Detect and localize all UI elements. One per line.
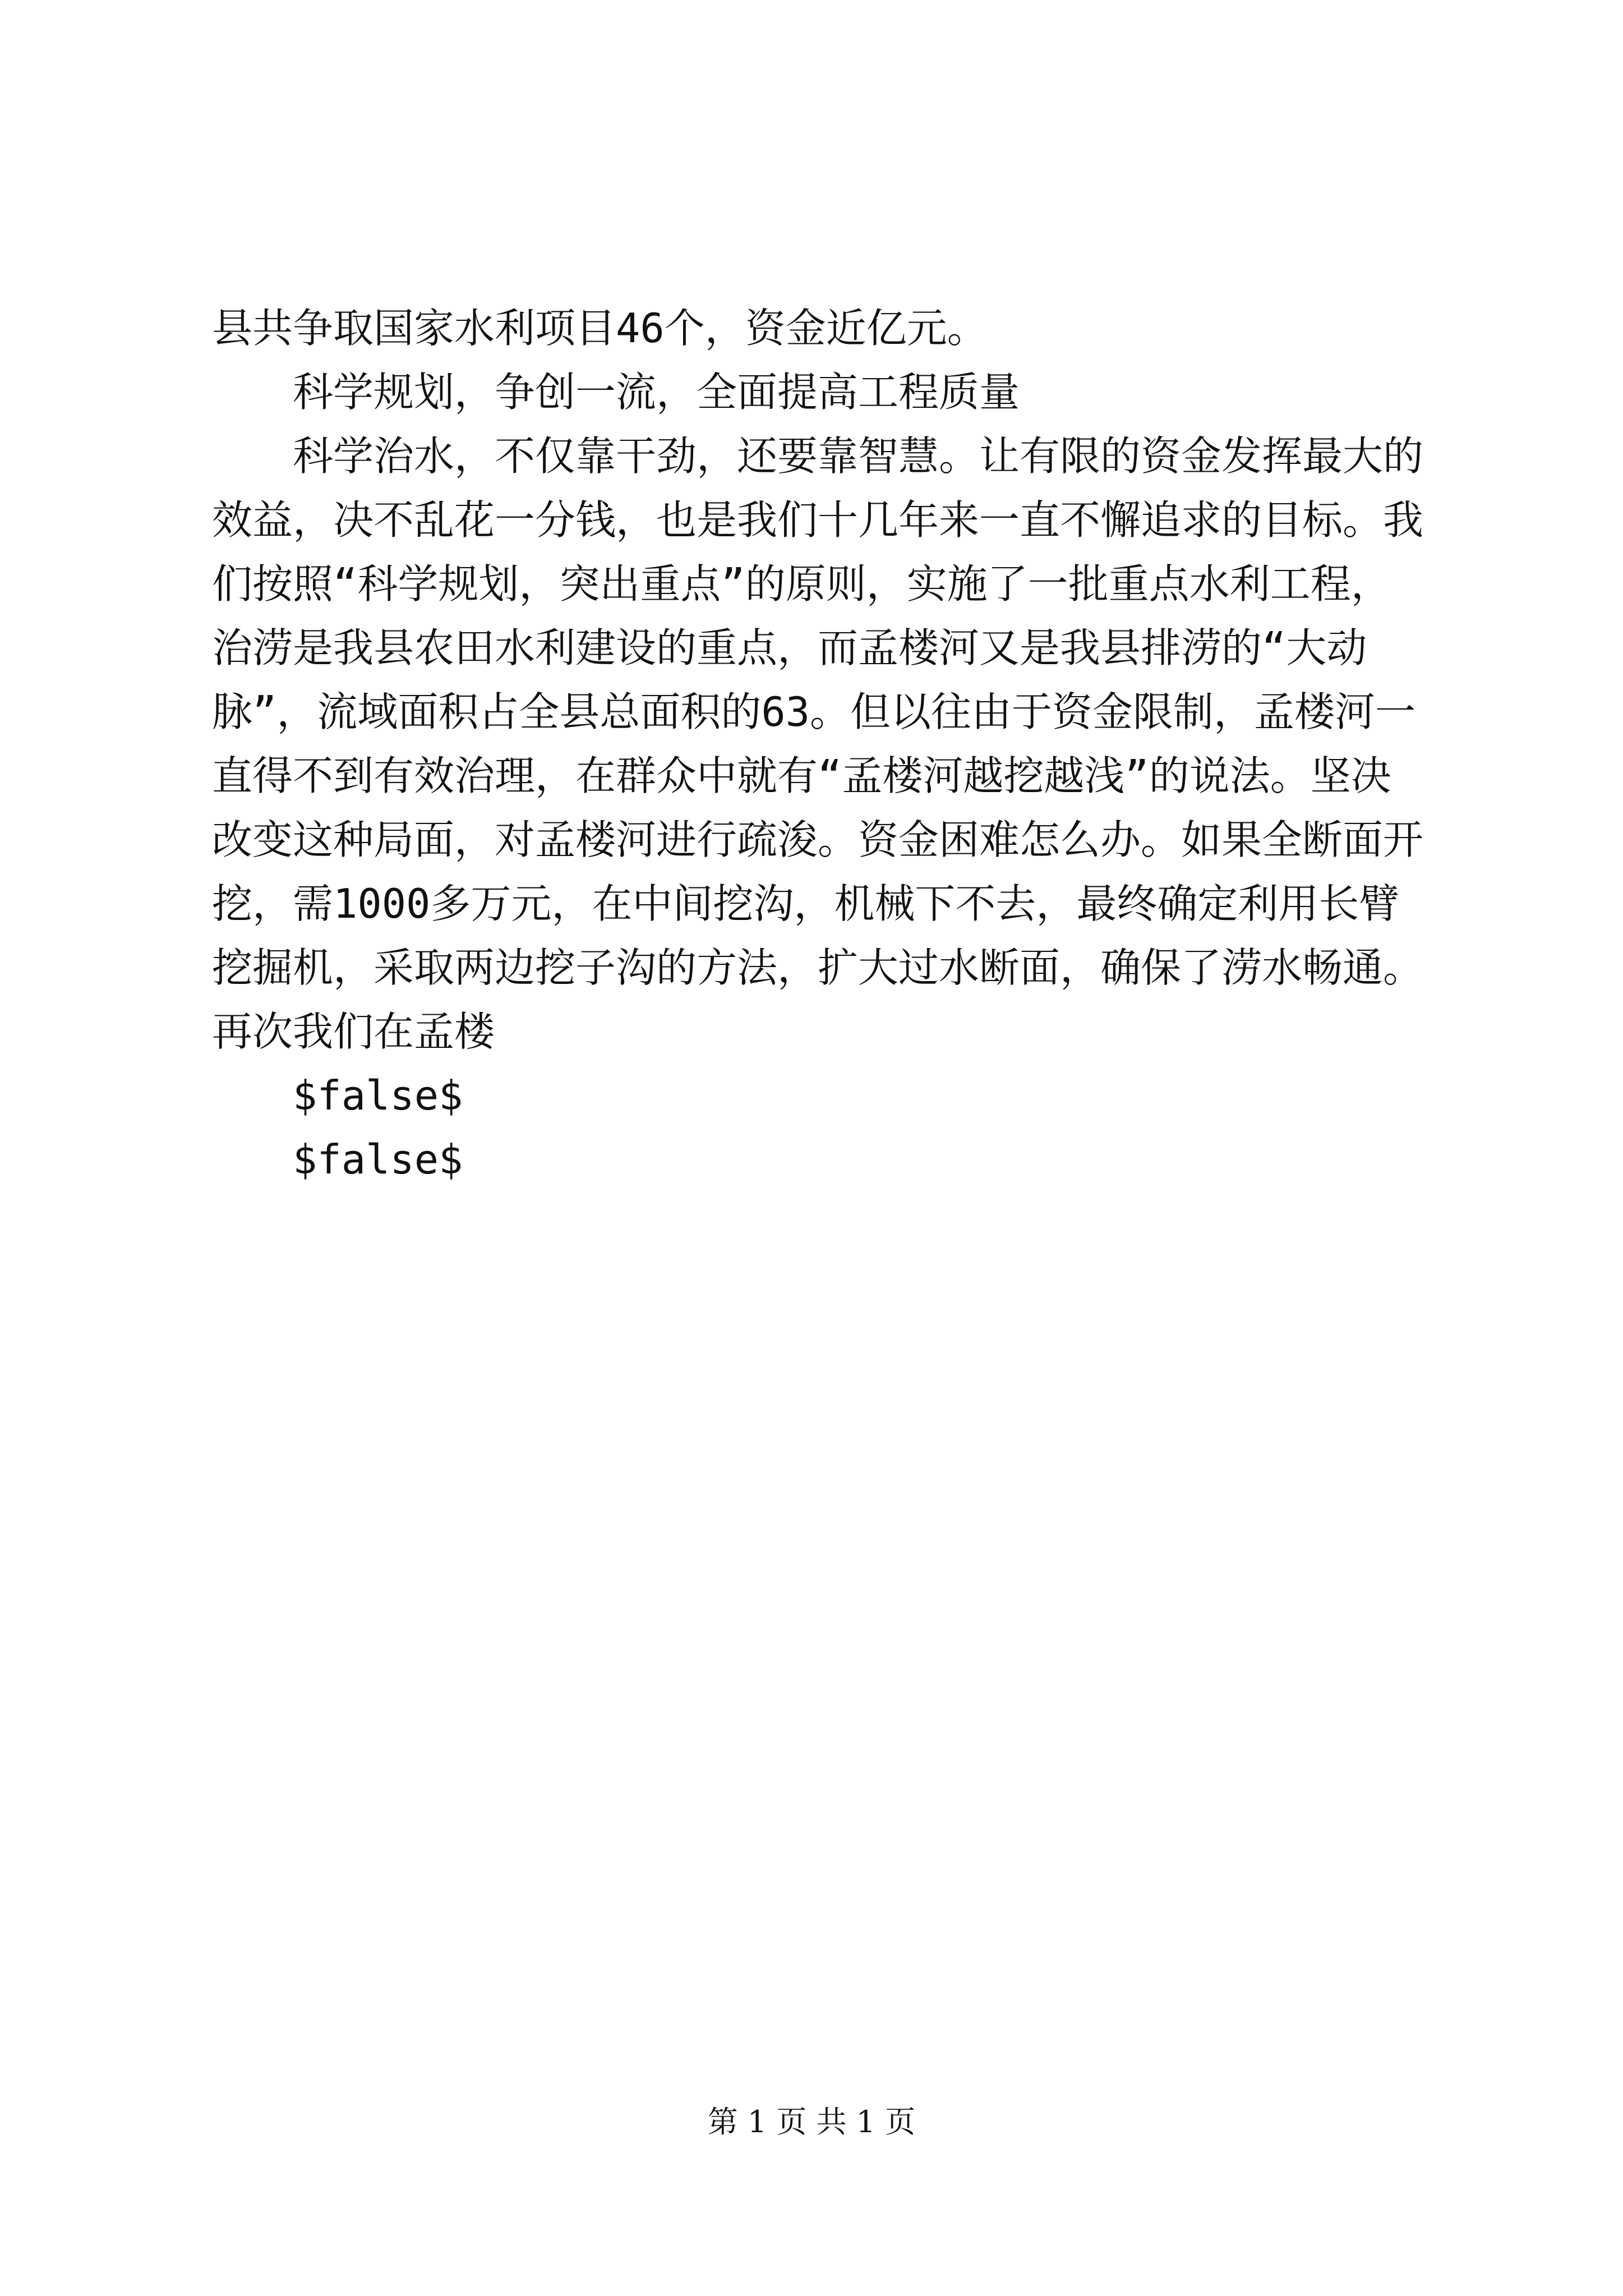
placeholder-line-1: $false$ [293,1072,463,1119]
document-body [212,296,1423,1191]
page-footer: 第 1 页 共 1 页 [707,2104,916,2139]
paragraph-continuation: 县共争取国家水利项目46个，资金近亿元。 [212,305,988,352]
section-heading: 科学规划，争创一流，全面提高工程质量 [293,369,1020,416]
placeholder-line-2: $false$ [293,1136,463,1183]
paragraph-body: 科学治水，不仅靠干劲，还要靠智慧。让有限的资金发挥最大的效益，决不乱花一分钱，也是我们十几年来一直不懈追求的目标。我们按照“科学规划，突出重点”的原则，实施了一批重点水利工程，治涝是我县农田水利建设的重点，而孟楼河又是我县排涝的“大动脉”，流域面积占全县总面积的63。但以往由于资金限制，孟楼河一直得不到有效治理，在群众中就有“孟楼河越挖越浅”的说法。坚决改变这种局面，对孟楼河进行疏浚。资金困难怎么办。如果全断面开挖，需1000多万元，在中间挖沟，机械下不去，最终确定利用长臂挖掘机，采取两边挖子沟的方法，扩大过水断面，确保了涝水畅通。再次我们在孟楼 [212,432,1424,1055]
